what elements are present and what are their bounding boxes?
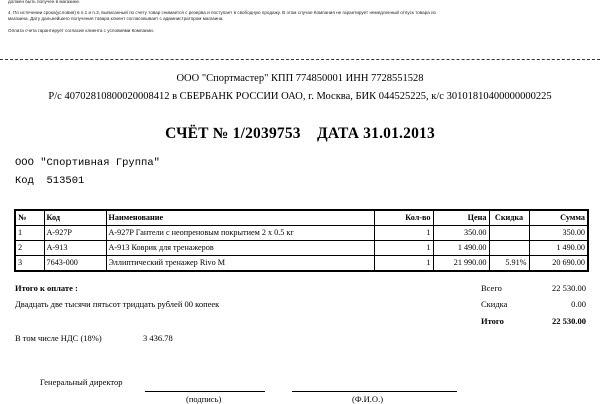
cell-code: A-927P (44, 226, 106, 241)
table-row (15, 241, 588, 256)
discount-label: Скидка (481, 299, 508, 309)
header-name: Наименование (106, 210, 374, 226)
cell-qty: 1 (374, 226, 433, 241)
cell-discount: 5.91% (489, 256, 529, 272)
total-value: 22 530.00 (552, 283, 586, 293)
to-pay-label: Итого к оплате : (15, 283, 78, 293)
cell-name: Эллиптический тренажер Rivo M (106, 256, 374, 272)
cell-discount (489, 241, 529, 256)
signature-caption: (подпись) (186, 394, 222, 404)
vat-value: 3 436.78 (143, 333, 173, 343)
cell-num: 2 (15, 241, 44, 256)
discount-value: 0.00 (571, 299, 586, 309)
total-label: Всего (481, 283, 502, 293)
header-qty: Кол-во (374, 210, 433, 226)
note-line-2: 4. По истечении срока(условия) в п.1 и п.3, выписанный по счету товар снимается с резерва и поступает в свободную продажу. В этом случае Компания не гарантирует немедленный отпуск товара из (8, 10, 436, 15)
items-table (14, 209, 589, 272)
cut-line (0, 59, 600, 60)
header-sum: Сумма (529, 210, 588, 226)
name-caption: (Ф.И.О.) (352, 394, 384, 404)
table-header-row (15, 210, 588, 226)
name-line (292, 391, 457, 392)
cell-price: 350.00 (433, 226, 489, 241)
grand-total-label: Итого (481, 316, 504, 326)
cell-qty: 1 (374, 256, 433, 272)
cell-code: 7643-000 (44, 256, 106, 272)
signature-role: Генеральный директор (40, 377, 123, 387)
cell-qty: 1 (374, 241, 433, 256)
header-num: № (15, 210, 44, 226)
header-discount: Скидка (489, 210, 529, 226)
cell-name: A-913 Коврик для тренажеров (106, 241, 374, 256)
table-row (15, 226, 588, 241)
header-price: Цена (433, 210, 489, 226)
seller-line-2: Р/с 40702810800020008412 в СБЕРБАНК РОССИИ ОАО, г. Москва, БИК 044525225, к/с 30101810400000000225 (48, 91, 552, 102)
signature-line (145, 391, 265, 392)
cell-code: A-913 (44, 241, 106, 256)
cell-sum: 1 490.00 (529, 241, 588, 256)
cell-price: 21 990.00 (433, 256, 489, 272)
note-line-4: Оплата счета гарантирует согласие клиента с условиями Компании. (8, 28, 154, 33)
cell-discount (489, 226, 529, 241)
note-line-3: магазина. Дату дальнейшего получения товара клиент согласовывает с администратором магазина. (8, 16, 224, 21)
buyer-code: Код 513501 (15, 175, 85, 187)
amount-in-words: Двадцать две тысячи пятьсот тридцать рублей 00 копеек (15, 299, 220, 309)
note-line-1: должен быть получен в магазине. (8, 0, 81, 4)
cell-price: 1 490.00 (433, 241, 489, 256)
seller-line-1: ООО "Спортмастер" КПП 774850001 ИНН 7728551528 (176, 73, 424, 84)
cell-num: 3 (15, 256, 44, 272)
cell-name: A-927P Гантели с неопреновым покрытием 2 x 0.5 кг (106, 226, 374, 241)
header-code: Код (44, 210, 106, 226)
vat-label: В том числе НДС (18%) (15, 333, 102, 343)
cell-sum: 350.00 (529, 226, 588, 241)
cell-num: 1 (15, 226, 44, 241)
buyer-name: ООО "Спортивная Группа" (15, 157, 160, 169)
invoice-title: СЧЁТ № 1/2039753 ДАТА 31.01.2013 (165, 125, 435, 142)
table-row (15, 256, 588, 272)
cell-sum: 20 690.00 (529, 256, 588, 272)
grand-total-value: 22 530.00 (552, 316, 586, 326)
